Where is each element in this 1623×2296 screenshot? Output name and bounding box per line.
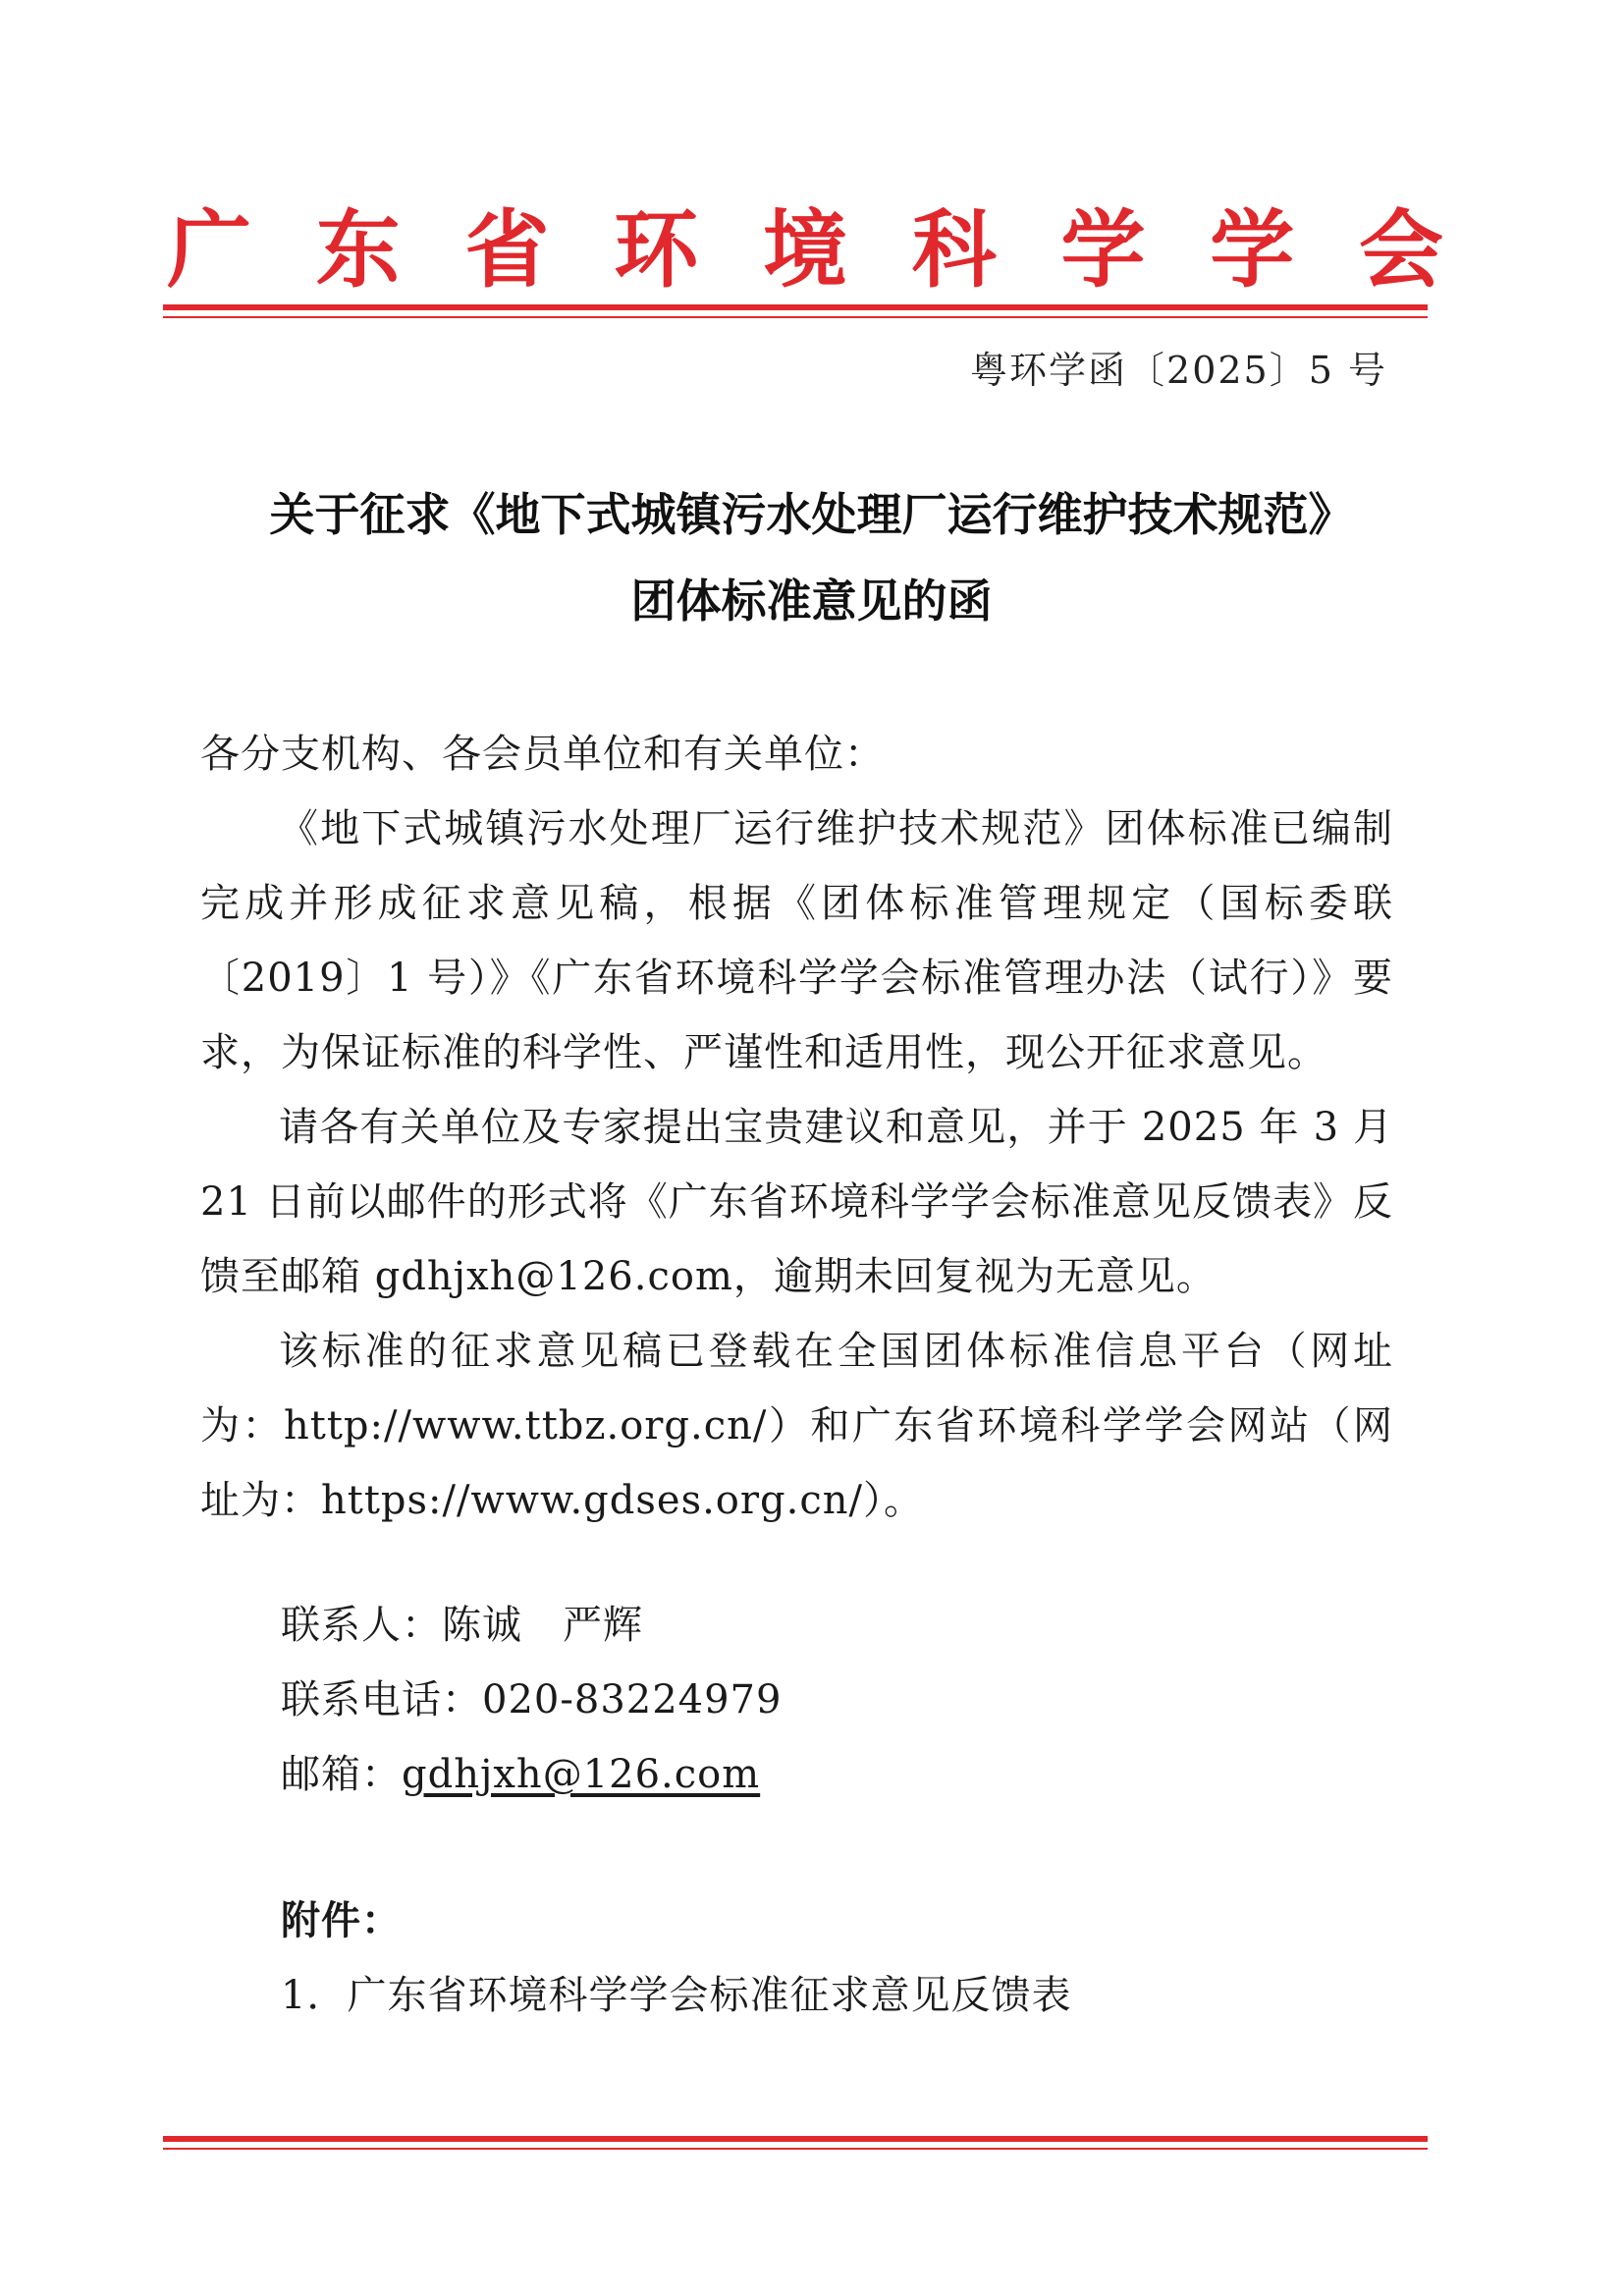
document-title	[128, 471, 1495, 644]
letter-body	[200, 717, 1393, 1538]
attachments-list	[281, 1958, 1071, 2033]
contact-email-row	[281, 1737, 782, 1812]
salutation: 各分支机构、各会员单位和有关单位：	[200, 732, 885, 777]
body-paragraph: 该标准的征求意见稿已登载在全国团体标准信息平台（网址为：http://www.ttbz.org.cn/）和广东省环境科学学会网站（网址为：https://www.gdses.org.cn/）。	[200, 1329, 1393, 1523]
letterhead-char: 东	[315, 200, 401, 300]
contact-person-value: 陈诚 严辉	[442, 1603, 643, 1648]
letterhead-char: 科	[911, 200, 997, 300]
document-number: 粤环学函〔2025〕5 号	[970, 349, 1387, 392]
contact-email-label: 邮箱：	[281, 1752, 402, 1797]
letterhead-char: 境	[763, 200, 847, 300]
contact-person-label: 联系人：	[281, 1603, 442, 1648]
letterhead-char: 学	[1210, 200, 1295, 300]
attachments-section	[281, 1884, 1071, 2033]
contact-phone-label: 联系电话：	[281, 1677, 482, 1722]
letterhead-char: 省	[464, 200, 550, 300]
contact-phone-row	[281, 1663, 782, 1737]
body-paragraph: 请各有关单位及专家提出宝贵建议和意见，并于 2025 年 3 月 21 日前以邮件的形式将《广东省环境科学学会标准意见反馈表》反馈至邮箱 gdhjxh@126.com，逾期未回复视为无意见。	[200, 1105, 1393, 1299]
document-title-line-1: 关于征求《地下式城镇污水处理厂运行维护技术规范》	[269, 488, 1354, 541]
body-paragraph: 《地下式城镇污水处理厂运行维护技术规范》团体标准已编制完成并形成征求意见稿，根据《团体标准管理规定（国标委联〔2019〕1 号）》《广东省环境科学学会标准管理办法（试行）》要求，为保证标准的科学性、严谨性和适用性，现公开征求意见。	[200, 806, 1393, 1075]
contact-person-row	[281, 1588, 782, 1663]
attachments-heading: 附件：	[281, 1897, 402, 1943]
letterhead-char: 广	[167, 200, 251, 300]
letterhead-char: 环	[614, 200, 699, 300]
organization-letterhead	[167, 201, 1443, 300]
document-title-line-2: 团体标准意见的函	[630, 574, 993, 628]
letterhead-char: 会	[1359, 200, 1443, 300]
contact-phone-value: 020-83224979	[482, 1677, 783, 1722]
letterhead-char: 学	[1060, 200, 1146, 300]
attachment-item: 1．广东省环境科学学会标准征求意见反馈表	[281, 1973, 1072, 2018]
contact-info	[281, 1588, 782, 1812]
letterhead-divider	[163, 304, 1428, 318]
footer-divider	[163, 2136, 1428, 2150]
contact-email-link[interactable]: gdhjxh@126.com	[402, 1752, 761, 1797]
